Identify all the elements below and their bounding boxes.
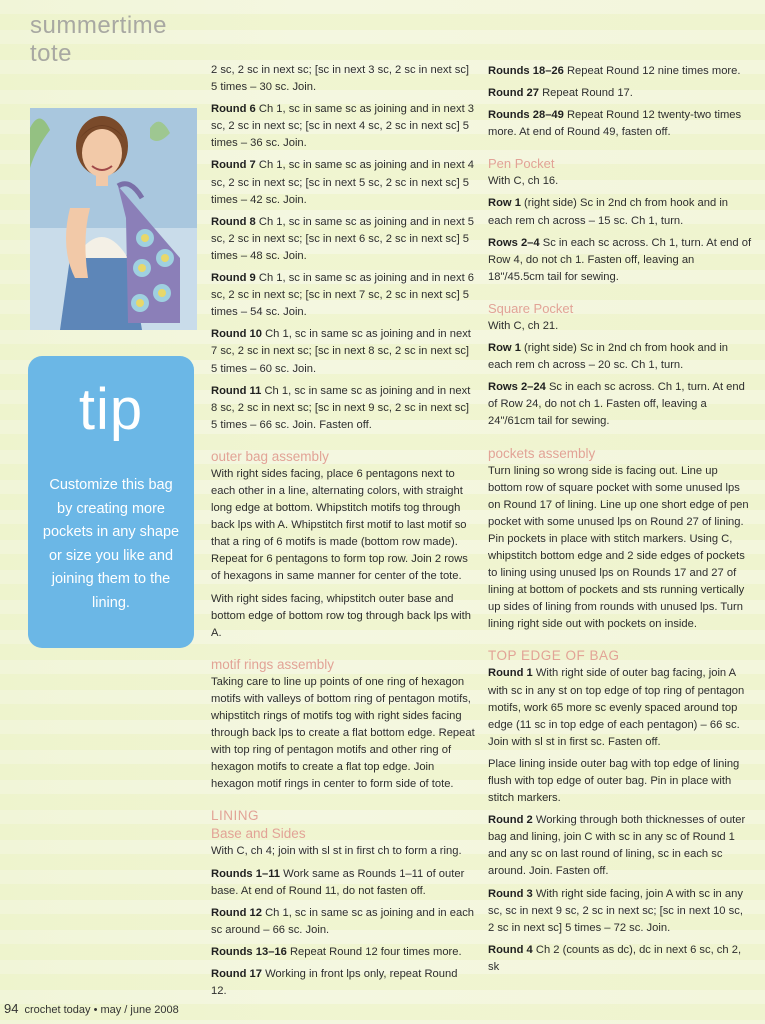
round-label: Round 17 xyxy=(211,968,262,981)
section-heading-top-edge: TOP EDGE OF BAG xyxy=(488,648,620,664)
row-item xyxy=(488,195,752,229)
round-label: Round 2 xyxy=(488,814,533,827)
row-item xyxy=(488,340,752,374)
round-item xyxy=(488,812,752,880)
round-item xyxy=(211,383,476,434)
round-text: Work same as Rounds 1–11 of outer base. At end of Round 11, do not fasten off. xyxy=(211,867,465,897)
publication-info: crochet today • may / june 2008 xyxy=(24,1004,179,1016)
row-text: Sc in each sc across. Ch 1, turn. At end of Row 4, do not ch 1. Fasten off, leaving an 18"/45.5cm tail for sewing. xyxy=(488,236,752,283)
title-line-1: summertime xyxy=(30,12,168,39)
round-item xyxy=(488,63,752,80)
round-text: Ch 1, sc in same sc as joining and in next 6 sc, 2 sc in next sc; [sc in next 7 sc, 2 sc in next sc] 5 times – 54 sc. Join. xyxy=(211,272,475,319)
round-label: Rounds 18–26 xyxy=(488,65,564,77)
round-text: Repeat Round 12 nine times more. xyxy=(563,65,741,77)
square-pocket-intro: With C, ch 21. xyxy=(488,319,559,332)
section-heading-pockets-assembly: pockets assembly xyxy=(488,445,596,461)
lining-intro: With C, ch 4; join with sl st in first ch to form a ring. xyxy=(211,845,462,858)
round-text: Ch 2 (counts as dc), dc in next 6 sc, ch 2, sk xyxy=(488,943,742,973)
round-item xyxy=(211,966,476,1000)
section-heading-pen-pocket: Pen Pocket xyxy=(488,156,555,172)
place-lining-paragraph: Place lining inside outer bag with top edge of lining flush with top edge of outer bag. Pin in place with stitch markers. xyxy=(488,757,740,805)
round-item xyxy=(488,942,752,976)
tote-photo xyxy=(30,108,197,330)
round-text: Repeat Round 12 twenty-two times more. At end of Round 49, fasten off. xyxy=(488,109,742,139)
round-text: Ch 1, sc in same sc as joining and in next 5 sc, 2 sc in next sc; [sc in next 6 sc, 2 sc in next sc] 5 times – 48 sc. Join. xyxy=(211,215,475,262)
page-number: 94 xyxy=(4,1001,19,1016)
round-text: Ch 1, sc in same sc as joining and in next 4 sc, 2 sc in next sc; [sc in next 5 sc, 2 sc in next sc] 5 times – 42 sc. Join. xyxy=(211,159,475,206)
round-label: Round 11 xyxy=(211,384,262,397)
pattern-column-middle xyxy=(211,62,476,1005)
pockets-assembly-paragraph: Turn lining so wrong side is facing out. Line up bottom row of square pocket with some unused lps on Round 17 of lining. Line up one short edge of pen pocket with some unused lps on Round 27 of lining. Pin pockets in place with stitch markers. Using C, whipstitch bottom edge and 2 side edges of pockets to lining using unused lps on Rounds 17 and 27 of lining at bottom of pockets and sts running vertically up sides of lining from rounds with unused lps. Turn lining right side out with pockets on inside. xyxy=(488,464,749,631)
round-label: Round 3 xyxy=(488,887,533,900)
round-5-continued: 2 sc, 2 sc in next sc; [sc in next 3 sc, 2 sc in next sc] 5 times – 30 sc. Join. xyxy=(211,64,470,94)
row-text: (right side) Sc in 2nd ch from hook and in each rem ch across – 15 sc. Ch 1, turn. xyxy=(488,197,729,227)
round-label: Round 6 xyxy=(211,103,256,116)
row-label: Row 1 xyxy=(488,197,521,210)
round-label: Rounds 28–49 xyxy=(488,109,564,122)
round-text: Working in front lps only, repeat Round 12. xyxy=(211,968,458,998)
tip-text: Customize this bag by creating more pockets in any shape or size you like and joining them to the lining. xyxy=(42,477,180,611)
round-label: Round 12 xyxy=(211,906,262,919)
section-heading-motif-rings: motif rings assembly xyxy=(211,656,335,672)
outer-bag-paragraph-1: With right sides facing, place 6 pentagons next to each other in a line, alternating colors, with straight long edge at bottom. Whipstitch motifs tog through back lps with A. Whipstitch first motif to last motif so that a ring of 6 motifs is made (bottom row made). Repeat for 6 pentagons to form top row. Join 2 rows of hexagons in same manner for center of the tote. xyxy=(211,467,468,583)
round-label: Round 27 xyxy=(488,87,539,100)
section-heading-lining: LINING xyxy=(211,808,260,824)
round-text: Repeat Round 12 four times more. xyxy=(286,945,462,958)
subheading-base-and-sides: Base and Sides xyxy=(211,826,306,842)
round-item xyxy=(211,157,476,208)
title-line-2: tote xyxy=(30,40,73,67)
round-item xyxy=(488,665,752,750)
round-item xyxy=(488,85,752,102)
row-label: Rows 2–24 xyxy=(488,381,546,394)
row-label: Rows 2–4 xyxy=(488,236,540,249)
row-text: Sc in each sc across. Ch 1, turn. At end of Row 24, do not ch 1. Fasten off, leaving a 24"/61cm tail for sewing. xyxy=(488,381,745,428)
round-label: Round 4 xyxy=(488,943,533,956)
pen-pocket-intro: With C, ch 16. xyxy=(488,175,559,188)
page-footer xyxy=(4,1001,179,1016)
round-text: Repeat Round 17. xyxy=(538,87,633,100)
pattern-column-right xyxy=(488,63,752,981)
row-text: (right side) Sc in 2nd ch from hook and in each rem ch across – 20 sc. Ch 1, turn. xyxy=(488,342,729,372)
page-title xyxy=(30,12,167,68)
round-item xyxy=(211,214,476,265)
round-text: Ch 1, sc in same sc as joining and in next 3 sc, 2 sc in next sc; [sc in next 4 sc, 2 sc in next sc] 5 times – 36 sc. Join. xyxy=(211,103,475,150)
round-label: Round 9 xyxy=(211,272,256,285)
tip-callout xyxy=(28,356,194,648)
row-label: Row 1 xyxy=(488,342,521,355)
round-label: Round 8 xyxy=(211,215,256,228)
round-text: With right side of outer bag facing, join A with sc in any st on top edge of top ring of pentagon motifs, work 65 more sc evenly spaced around top edge (11 sc in top edge of each pentagon) – 66 sc. Join with sl st in first sc. Fasten off. xyxy=(488,667,745,748)
row-item xyxy=(488,379,752,430)
round-item xyxy=(211,866,476,900)
motif-rings-paragraph: Taking care to line up points of one ring of hexagon motifs with valleys of bottom ring of pentagon motifs, whipstitch rings of motifs tog with right sides facing through back lps to create a flat bottom edge. Repeat with top ring of pentagon motifs and other ring of hexagon motifs to create a flat top edge. Join hexagon motif rings in center to form side of tote. xyxy=(211,675,475,791)
round-item xyxy=(211,905,476,939)
round-item xyxy=(211,270,476,321)
round-item xyxy=(211,326,476,377)
section-heading-square-pocket: Square Pocket xyxy=(488,300,574,316)
section-heading-outer-bag: outer bag assembly xyxy=(211,448,329,464)
round-text: With right side facing, join A with sc in any sc, sc in next 9 sc, 2 sc in next sc; [sc in next 10 sc, 2 sc in next sc] 5 times – 72 sc. Join. xyxy=(488,887,743,934)
row-item xyxy=(488,235,752,286)
round-item xyxy=(488,107,752,141)
round-label: Round 10 xyxy=(211,328,262,341)
round-text: Ch 1, sc in same sc as joining and in next 7 sc, 2 sc in next sc; [sc in next 8 sc, 2 sc in next sc] 5 times – 60 sc. Join. xyxy=(211,328,471,375)
round-item xyxy=(488,886,752,937)
round-label: Rounds 1–11 xyxy=(211,867,281,880)
round-text: Working through both thicknesses of outer bag and lining, join C with sc in any sc of Round 1 and any sc on last round of lining, sc in each sc around. Join. Fasten off. xyxy=(488,814,746,878)
round-label: Round 7 xyxy=(211,159,256,172)
round-label: Rounds 13–16 xyxy=(211,945,287,958)
round-item xyxy=(211,101,476,152)
tip-heading: tip xyxy=(78,377,144,442)
outer-bag-paragraph-2: With right sides facing, whipstitch outer base and bottom edge of bottom row tog through back lps with A. xyxy=(211,592,471,639)
round-text: Ch 1, sc in same sc as joining and in next 8 sc, 2 sc in next sc; [sc in next 9 sc, 2 sc in next sc] 5 times – 66 sc. Join. Fasten off. xyxy=(211,384,471,431)
round-item xyxy=(211,944,476,961)
round-text: Ch 1, sc in same sc as joining and in each sc around – 66 sc. Join. xyxy=(211,906,475,936)
round-label: Round 1 xyxy=(488,667,533,680)
